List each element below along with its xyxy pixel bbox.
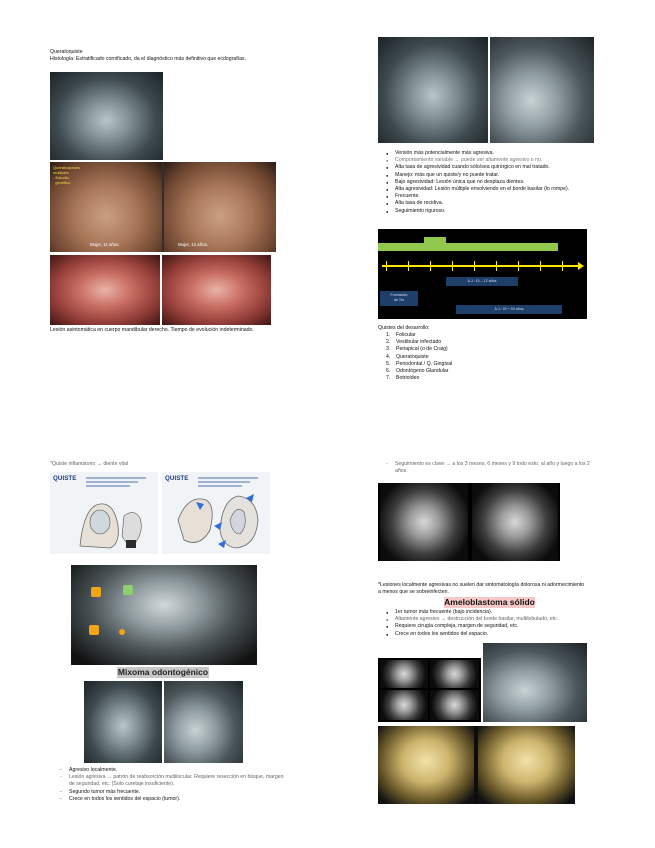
tooth-cyst-illustration [170,490,266,552]
mixoma-radiographs [84,681,243,763]
timeline-diagram [378,229,587,319]
photo-caption-right: Mujer, 12 años. [178,242,209,247]
3d-reconstruction-left [378,726,474,804]
list-item: ● Requiere cirugía compleja, margen de seguridad, etc. [386,623,596,630]
q3-bullet-list [60,767,285,803]
ameloblastoma-heading: Ameloblastoma sólido [444,597,535,607]
ct-slice [430,660,479,688]
list-item: ● Altamente agresivo → destrucción del borde basilar, multilobulado, etc. [386,616,596,623]
tick [562,261,563,271]
list-item: 4. Queratoquiste [386,353,429,360]
photo-overlay-text: Queratoquistes múltiples - Estudio genético [53,165,81,185]
photo-caption-left: Mujer, 11 años. [90,242,120,247]
cyst-diagram-right [162,472,270,554]
intraoral-photo-right [162,255,271,325]
tick [540,261,541,271]
timeline-box-3: A.J.: 40 + 50 años [456,305,562,314]
list-item: - Agresivo localmente. [60,767,285,774]
ameloblastoma-radiograph [483,643,587,722]
tooth-cyst-illustration [70,496,150,552]
list-item: 3. Periapical (o de Craig) [386,346,448,353]
q2-bullet-list [386,150,591,215]
face-photo-right [164,162,276,252]
list-item: ● Manejo: más que un quiste/y no puede tratar. [386,172,591,179]
arrow-marker-icon [123,585,133,595]
list-item: ● Alta tasa de agresividad cuando sólo/sea quirúrgico en mal tratado. [386,164,591,171]
arrow-marker-icon [89,625,99,635]
q2-radiograph-left [378,37,488,143]
tick [474,261,475,271]
ct-slice [380,690,428,720]
list-item: ● Seguimiento riguroso. [386,208,591,215]
timeline-bar-2 [424,237,446,251]
mixoma-radiograph-left [84,681,162,763]
intraoral-photo-left [50,255,160,325]
list-item: 6. Odontógeno Glandular [386,368,449,375]
q1-histology: Histología: Estratificado cornificado, da el diagnóstico más definitivo que ecdografías. [50,56,247,62]
slide-title-left: QUISTE [53,475,77,482]
list-item: ● Alta tasa de recidiva. [386,200,591,207]
tick [430,261,431,271]
mixoma-heading: Mixoma odontogénico [117,667,209,677]
q1-intraoral-photos [50,255,271,325]
3d-reconstructions [378,726,575,804]
list-item: 1. Folicular [386,332,416,338]
q4-bullet-list [386,609,596,638]
q1-radiograph [50,72,163,160]
slide-title-right: QUISTE [165,475,189,482]
cyst-diagram-left [50,472,158,554]
list-item: ● 1er tumor más frecuente (bajo incidencia). [386,609,596,616]
q4-intro-list [386,461,601,475]
list-item: ● Comportamiento variable → puede ser altamente agresivo o no. [386,157,591,164]
ct-slice [430,690,479,720]
ct-scans [378,483,560,561]
ct-scan-left [380,483,468,561]
list-item: ● Bajo agresividad: Lesión única que no desplaza dientes. [386,179,591,186]
ct-panel [378,658,481,722]
list-item: ● Versión más potencialmente más agresiva. [386,150,591,157]
list-item: - Crece en todos los sentidos del espacio (tumor). [60,796,285,803]
q1-heading: Queratoquiste [50,49,83,55]
tick [408,261,409,271]
list-item: 2. Vestibular infectado [386,339,442,346]
tick [386,261,387,271]
list-item: ● Alta agresividad: Lesión múltiple envolviendo en el borde basilar (lo rompe). [386,186,591,193]
ct-slice [380,660,428,688]
tick [518,261,519,271]
tick [452,261,453,271]
3d-reconstruction-right [478,726,575,804]
ct-scan-right [472,483,558,561]
q1-face-photos [50,162,276,252]
panoramic-radiograph [71,565,257,665]
q2-list-title: Quistes del desarrollo: [378,325,430,331]
list-item: ● Crece en todos los sentidos del espacio. [386,631,596,638]
tick [496,261,497,271]
mixoma-radiograph-right [164,681,243,763]
arrow-marker-icon [119,629,125,635]
q2-numbered-list [386,332,566,382]
list-item: 7. Botrioideo [386,375,420,382]
list-item: 5. Periodontal / Q. Gingival [386,360,453,367]
list-item: ● Frecuente. [386,193,591,200]
timeline-box-1: A.J.: 10 – 12 años [446,277,518,286]
timeline-bar-3 [446,243,558,251]
timeline-box-2: Formación de Tto [380,291,418,306]
timeline-arrowhead-icon [578,262,584,270]
timeline-axis [382,265,580,267]
list-item: - Lesión agresiva → patrón de reabsorción multilocular. Requiere resección en bloque, margen de seguridad, etc. (Solo curetaje insuficiente). [60,774,285,788]
arrow-marker-icon [91,587,101,597]
timeline-bar-1 [378,243,424,251]
q1-footer: Lesión asintomática en cuerpo mandibular derecho. Tiempo de evolución indeterminado. [50,327,254,333]
list-item: - Segundo tumor más frecuente. [60,789,285,796]
q4-intro: - Seguimiento es clave → a los 3 meses, 6 meses y 9 todo esto, al año y luego a los 2 años. [386,461,601,475]
q3-intro: *Quiste inflamatorio → diente vital [50,461,129,467]
q4-note: *Lesiones localmente agresivas no suelen dar sintomatología dolorosa ni adormecimiento a menos que se sobreinfecten. [378,582,585,596]
q2-radiograph-right [490,37,594,143]
